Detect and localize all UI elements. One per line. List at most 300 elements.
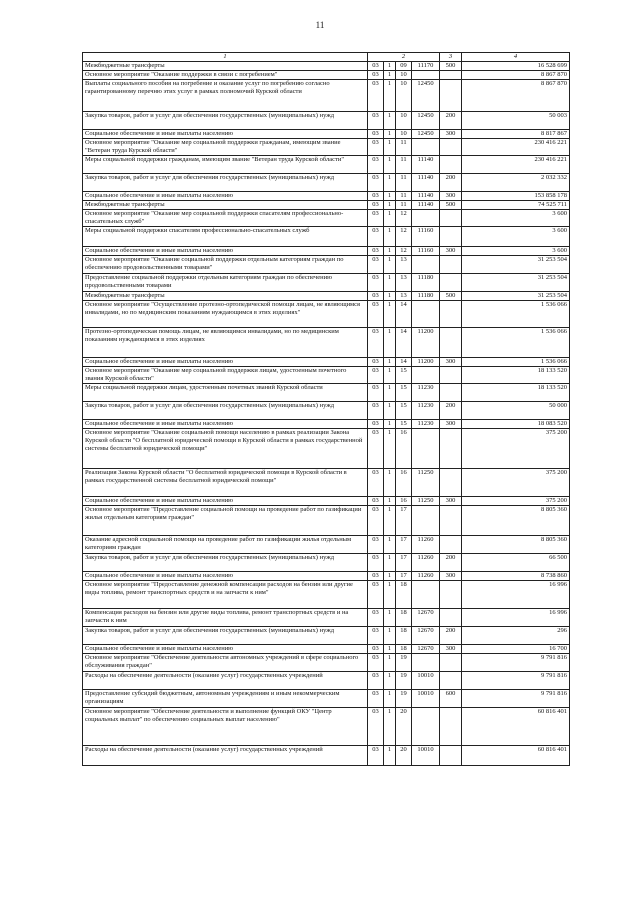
row-code-program-cell: 1 (384, 156, 396, 174)
row-sum-cell: 375 200 (462, 429, 570, 469)
row-code-section-cell: 03 (368, 384, 384, 402)
row-code-item-cell (412, 210, 440, 227)
row-code-section-cell: 03 (368, 429, 384, 469)
row-name-cell: Основное мероприятие "Обеспечение деятельности и выполнение функций ОКУ "Центр социальных выплат" по обеспечению социальных выплат населению" (83, 708, 368, 746)
table-row (83, 581, 570, 609)
row-code-item-cell (412, 139, 440, 156)
table-row (83, 112, 570, 130)
row-code-item-cell: 11160 (412, 227, 440, 247)
row-code-item-cell: 11230 (412, 384, 440, 402)
row-code-section-cell: 03 (368, 227, 384, 247)
row-sum-cell: 9 791 816 (462, 672, 570, 690)
row-code-program-cell: 1 (384, 609, 396, 627)
table-row (83, 690, 570, 708)
table-row (83, 274, 570, 292)
row-code-sub-cell: 11 (396, 156, 412, 174)
row-code-sub-cell: 17 (396, 536, 412, 554)
table-row (83, 247, 570, 256)
row-name-cell: Социальное обеспечение и иные выплаты населению (83, 645, 368, 654)
row-sum-cell: 60 816 401 (462, 708, 570, 746)
row-code-section-cell: 03 (368, 402, 384, 420)
row-code-sub-cell: 14 (396, 301, 412, 328)
row-code-program-cell: 1 (384, 469, 396, 497)
row-sum-cell: 16 528 699 (462, 62, 570, 71)
table-row (83, 174, 570, 192)
row-name-cell: Социальное обеспечение и иные выплаты населению (83, 572, 368, 581)
row-code-sub-cell: 11 (396, 201, 412, 210)
row-code-program-cell: 1 (384, 554, 396, 572)
row-code-program-cell: 1 (384, 292, 396, 301)
table-row (83, 62, 570, 71)
row-sum-cell: 8 738 860 (462, 572, 570, 581)
row-name-cell: Меры социальной поддержки лицам, удостоенным почетных званий Курской области (83, 384, 368, 402)
row-sum-cell: 50 000 (462, 402, 570, 420)
row-code-program-cell: 1 (384, 201, 396, 210)
row-sum-cell: 153 858 178 (462, 192, 570, 201)
row-code-program-cell: 1 (384, 627, 396, 645)
row-sum-cell: 18 133 520 (462, 384, 570, 402)
row-code-item-cell: 12670 (412, 609, 440, 627)
row-name-cell: Расходы на обеспечение деятельности (оказание услуг) государственных учреждений (83, 746, 368, 766)
row-expense-type-cell (440, 156, 462, 174)
row-expense-type-cell (440, 227, 462, 247)
row-name-cell: Межбюджетные трансферты (83, 292, 368, 301)
row-code-program-cell: 1 (384, 358, 396, 367)
row-expense-type-cell: 300 (440, 497, 462, 506)
row-name-cell: Социальное обеспечение и иные выплаты населению (83, 247, 368, 256)
row-code-program-cell: 1 (384, 301, 396, 328)
table-row (83, 746, 570, 766)
row-expense-type-cell (440, 71, 462, 80)
row-sum-cell: 1 536 066 (462, 301, 570, 328)
row-sum-cell: 8 867 870 (462, 71, 570, 80)
row-name-cell: Закупка товаров, работ и услуг для обеспечения государственных (муниципальных) нужд (83, 554, 368, 572)
row-code-sub-cell: 13 (396, 292, 412, 301)
row-code-item-cell (412, 506, 440, 536)
row-sum-cell: 16 996 (462, 581, 570, 609)
row-expense-type-cell: 300 (440, 645, 462, 654)
table-row (83, 210, 570, 227)
row-code-program-cell: 1 (384, 62, 396, 71)
row-code-program-cell: 1 (384, 645, 396, 654)
row-code-sub-cell: 17 (396, 554, 412, 572)
row-code-section-cell: 03 (368, 627, 384, 645)
row-expense-type-cell: 500 (440, 62, 462, 71)
row-code-section-cell: 03 (368, 274, 384, 292)
budget-table (82, 52, 570, 766)
table-row (83, 328, 570, 358)
row-code-item-cell: 11250 (412, 469, 440, 497)
row-code-item-cell: 11200 (412, 358, 440, 367)
row-sum-cell: 230 416 221 (462, 139, 570, 156)
table-row (83, 645, 570, 654)
row-code-item-cell (412, 367, 440, 384)
table-row (83, 572, 570, 581)
row-name-cell: Межбюджетные трансферты (83, 201, 368, 210)
row-code-section-cell: 03 (368, 292, 384, 301)
row-expense-type-cell: 300 (440, 192, 462, 201)
row-code-section-cell: 03 (368, 367, 384, 384)
table-row (83, 609, 570, 627)
row-expense-type-cell (440, 506, 462, 536)
table-row (83, 672, 570, 690)
row-expense-type-cell: 300 (440, 420, 462, 429)
header-col-3: 3 (440, 53, 462, 62)
table-row (83, 358, 570, 367)
row-code-program-cell: 1 (384, 654, 396, 672)
row-expense-type-cell (440, 746, 462, 766)
row-code-program-cell: 1 (384, 247, 396, 256)
row-expense-type-cell: 200 (440, 402, 462, 420)
row-code-sub-cell: 18 (396, 609, 412, 627)
row-name-cell: Межбюджетные трансферты (83, 62, 368, 71)
row-sum-cell: 18 083 520 (462, 420, 570, 429)
row-code-section-cell: 03 (368, 708, 384, 746)
table-row (83, 256, 570, 274)
table-row (83, 301, 570, 328)
row-sum-cell: 31 253 504 (462, 292, 570, 301)
row-code-sub-cell: 16 (396, 429, 412, 469)
row-code-section-cell: 03 (368, 130, 384, 139)
row-sum-cell: 74 525 711 (462, 201, 570, 210)
header-col-1: 1 (83, 53, 368, 62)
row-sum-cell: 8 817 867 (462, 130, 570, 139)
row-code-sub-cell: 17 (396, 572, 412, 581)
header-col-4: 4 (462, 53, 570, 62)
row-code-section-cell: 03 (368, 256, 384, 274)
table-row (83, 130, 570, 139)
row-code-item-cell (412, 708, 440, 746)
row-code-sub-cell: 10 (396, 130, 412, 139)
row-code-section-cell: 03 (368, 420, 384, 429)
row-code-program-cell: 1 (384, 71, 396, 80)
row-code-item-cell: 12450 (412, 130, 440, 139)
row-code-item-cell: 11180 (412, 274, 440, 292)
row-code-program-cell: 1 (384, 690, 396, 708)
table-row (83, 227, 570, 247)
row-sum-cell: 18 133 520 (462, 367, 570, 384)
row-code-item-cell: 11200 (412, 328, 440, 358)
row-expense-type-cell (440, 536, 462, 554)
row-expense-type-cell: 200 (440, 112, 462, 130)
row-code-item-cell: 12450 (412, 80, 440, 112)
row-expense-type-cell (440, 328, 462, 358)
row-code-section-cell: 03 (368, 80, 384, 112)
row-code-item-cell: 11250 (412, 497, 440, 506)
row-expense-type-cell: 300 (440, 358, 462, 367)
row-name-cell: Основное мероприятие "Оказание мер социальной поддержки лицам, удостоенным почетного звания Курской области" (83, 367, 368, 384)
row-code-program-cell: 1 (384, 328, 396, 358)
row-name-cell: Предоставление социальной поддержки отдельным категориям граждан по обеспечению продовольственными товарами (83, 274, 368, 292)
row-name-cell: Закупка товаров, работ и услуг для обеспечения государственных (муниципальных) нужд (83, 402, 368, 420)
row-code-sub-cell: 19 (396, 672, 412, 690)
row-code-program-cell: 1 (384, 746, 396, 766)
row-code-item-cell (412, 71, 440, 80)
row-expense-type-cell: 500 (440, 201, 462, 210)
row-code-program-cell: 1 (384, 80, 396, 112)
row-expense-type-cell (440, 429, 462, 469)
row-code-item-cell (412, 301, 440, 328)
row-code-item-cell: 11140 (412, 192, 440, 201)
row-code-sub-cell: 16 (396, 497, 412, 506)
row-code-section-cell: 03 (368, 201, 384, 210)
row-code-item-cell: 11180 (412, 292, 440, 301)
row-sum-cell: 31 253 504 (462, 256, 570, 274)
row-code-program-cell: 1 (384, 506, 396, 536)
row-code-section-cell: 03 (368, 536, 384, 554)
row-code-section-cell: 03 (368, 554, 384, 572)
row-code-sub-cell: 12 (396, 247, 412, 256)
row-sum-cell: 9 791 816 (462, 654, 570, 672)
row-code-program-cell: 1 (384, 572, 396, 581)
row-expense-type-cell: 300 (440, 130, 462, 139)
table-row (83, 402, 570, 420)
row-sum-cell: 16 700 (462, 645, 570, 654)
row-name-cell: Социальное обеспечение и иные выплаты населению (83, 420, 368, 429)
row-name-cell: Социальное обеспечение и иные выплаты населению (83, 358, 368, 367)
row-code-sub-cell: 09 (396, 62, 412, 71)
row-expense-type-cell (440, 384, 462, 402)
row-code-program-cell: 1 (384, 536, 396, 554)
row-code-item-cell: 11140 (412, 174, 440, 192)
row-code-sub-cell: 13 (396, 256, 412, 274)
table-row (83, 469, 570, 497)
row-code-sub-cell: 16 (396, 469, 412, 497)
table-row (83, 192, 570, 201)
row-expense-type-cell: 300 (440, 572, 462, 581)
row-code-section-cell: 03 (368, 328, 384, 358)
row-expense-type-cell (440, 256, 462, 274)
row-code-section-cell: 03 (368, 112, 384, 130)
row-expense-type-cell (440, 210, 462, 227)
row-expense-type-cell (440, 139, 462, 156)
row-code-item-cell: 10010 (412, 690, 440, 708)
row-code-section-cell: 03 (368, 497, 384, 506)
row-code-item-cell: 11140 (412, 156, 440, 174)
row-code-item-cell: 11160 (412, 247, 440, 256)
row-code-sub-cell: 10 (396, 71, 412, 80)
row-code-sub-cell: 19 (396, 654, 412, 672)
row-name-cell: Меры социальной поддержки гражданам, имеющим звание "Ветеран труда Курской области" (83, 156, 368, 174)
row-code-program-cell: 1 (384, 672, 396, 690)
table-row (83, 139, 570, 156)
row-name-cell: Основное мероприятие "Предоставление социальной помощи на проведение работ по газификации жилья отдельным категориям граждан" (83, 506, 368, 536)
row-name-cell: Социальное обеспечение и иные выплаты населению (83, 130, 368, 139)
row-name-cell: Основное мероприятие "Оказание социальной поддержки отдельным категориям граждан по обеспечению продовольственными товарами" (83, 256, 368, 274)
row-code-sub-cell: 12 (396, 210, 412, 227)
row-code-sub-cell: 18 (396, 627, 412, 645)
row-sum-cell: 8 805 360 (462, 536, 570, 554)
row-code-item-cell: 12670 (412, 645, 440, 654)
row-expense-type-cell (440, 609, 462, 627)
table-row (83, 156, 570, 174)
row-code-program-cell: 1 (384, 256, 396, 274)
table-row (83, 654, 570, 672)
header-col-2: 2 (368, 53, 440, 62)
row-code-sub-cell: 20 (396, 708, 412, 746)
row-code-program-cell: 1 (384, 581, 396, 609)
row-code-program-cell: 1 (384, 227, 396, 247)
row-sum-cell: 16 996 (462, 609, 570, 627)
row-code-section-cell: 03 (368, 672, 384, 690)
row-code-sub-cell: 14 (396, 358, 412, 367)
row-expense-type-cell (440, 654, 462, 672)
row-name-cell: Оказание адресной социальной помощи на проведение работ по газификации жилья отдельным категориям граждан (83, 536, 368, 554)
row-name-cell: Основное мероприятие "Обеспечение деятельности автономных учреждений в сфере социального обслуживания граждан" (83, 654, 368, 672)
row-code-sub-cell: 11 (396, 174, 412, 192)
table-row (83, 708, 570, 746)
row-code-item-cell (412, 256, 440, 274)
table-row (83, 536, 570, 554)
row-code-item-cell: 12670 (412, 627, 440, 645)
row-code-sub-cell: 12 (396, 227, 412, 247)
row-name-cell: Закупка товаров, работ и услуг для обеспечения государственных (муниципальных) нужд (83, 112, 368, 130)
row-code-sub-cell: 10 (396, 112, 412, 130)
row-code-item-cell: 11230 (412, 402, 440, 420)
row-expense-type-cell (440, 672, 462, 690)
row-sum-cell: 3 600 (462, 247, 570, 256)
row-code-item-cell (412, 654, 440, 672)
row-name-cell: Компенсация расходов на бензин или другие виды топлива, ремонт транспортных средств и на запчасти к ним (83, 609, 368, 627)
row-code-program-cell: 1 (384, 420, 396, 429)
row-name-cell: Протезно-ортопедическая помощь лицам, не являющимся инвалидами, но по медицинским показаниям нуждающимся в этих изделиях (83, 328, 368, 358)
row-code-item-cell: 11260 (412, 554, 440, 572)
row-expense-type-cell (440, 581, 462, 609)
table-row (83, 420, 570, 429)
row-name-cell: Социальное обеспечение и иные выплаты населению (83, 497, 368, 506)
row-code-sub-cell: 17 (396, 506, 412, 536)
row-code-sub-cell: 14 (396, 328, 412, 358)
row-code-item-cell: 10010 (412, 672, 440, 690)
table-row (83, 429, 570, 469)
row-code-section-cell: 03 (368, 581, 384, 609)
row-code-section-cell: 03 (368, 247, 384, 256)
row-code-section-cell: 03 (368, 210, 384, 227)
row-code-section-cell: 03 (368, 156, 384, 174)
row-code-item-cell (412, 429, 440, 469)
row-code-program-cell: 1 (384, 274, 396, 292)
row-code-program-cell: 1 (384, 367, 396, 384)
row-code-section-cell: 03 (368, 690, 384, 708)
row-code-section-cell: 03 (368, 71, 384, 80)
row-sum-cell: 2 032 332 (462, 174, 570, 192)
row-sum-cell: 1 536 066 (462, 358, 570, 367)
row-name-cell: Основное мероприятие "Оказание мер социальной поддержки гражданам, имеющим звание "Ветеран труда Курской области" (83, 139, 368, 156)
row-name-cell: Основное мероприятие "Предоставление денежной компенсации расходов на бензин или другие виды топлива, ремонт транспортных средств и на запчасти к ним" (83, 581, 368, 609)
row-name-cell: Меры социальной поддержки спасателям профессионально-спасательных служб (83, 227, 368, 247)
row-sum-cell: 296 (462, 627, 570, 645)
row-code-section-cell: 03 (368, 301, 384, 328)
row-expense-type-cell: 300 (440, 247, 462, 256)
row-code-section-cell: 03 (368, 62, 384, 71)
row-name-cell: Закупка товаров, работ и услуг для обеспечения государственных (муниципальных) нужд (83, 627, 368, 645)
row-code-section-cell: 03 (368, 506, 384, 536)
row-sum-cell: 230 416 221 (462, 156, 570, 174)
row-code-item-cell: 11140 (412, 201, 440, 210)
row-expense-type-cell (440, 80, 462, 112)
table-header-row (83, 53, 570, 62)
row-code-sub-cell: 11 (396, 192, 412, 201)
row-expense-type-cell (440, 708, 462, 746)
row-code-section-cell: 03 (368, 572, 384, 581)
row-code-item-cell: 11260 (412, 572, 440, 581)
row-expense-type-cell: 500 (440, 292, 462, 301)
table-row (83, 201, 570, 210)
row-code-section-cell: 03 (368, 746, 384, 766)
row-code-item-cell: 11170 (412, 62, 440, 71)
row-code-program-cell: 1 (384, 429, 396, 469)
row-code-sub-cell: 18 (396, 581, 412, 609)
row-name-cell: Закупка товаров, работ и услуг для обеспечения государственных (муниципальных) нужд (83, 174, 368, 192)
table-row (83, 554, 570, 572)
row-code-sub-cell: 13 (396, 274, 412, 292)
page-number: 11 (315, 20, 325, 30)
row-code-sub-cell: 15 (396, 402, 412, 420)
row-sum-cell: 66 500 (462, 554, 570, 572)
row-name-cell: Выплаты социального пособия на погребение и оказание услуг по погребению согласно гарантированному перечню этих услуг в рамках полномочий Курской области (83, 80, 368, 112)
row-expense-type-cell: 200 (440, 554, 462, 572)
row-name-cell: Предоставление субсидий бюджетным, автономным учреждениям и иным некоммерческим организациям (83, 690, 368, 708)
row-name-cell: Основное мероприятие "Осуществление протезно-ортопедической помощи лицам, не являющимся инвалидами, но по медицинским показаниям нуждающимся в этих изделиях" (83, 301, 368, 328)
row-code-program-cell: 1 (384, 497, 396, 506)
row-expense-type-cell (440, 274, 462, 292)
table-row (83, 367, 570, 384)
row-sum-cell: 31 253 504 (462, 274, 570, 292)
row-code-program-cell: 1 (384, 708, 396, 746)
row-code-section-cell: 03 (368, 609, 384, 627)
row-name-cell: Социальное обеспечение и иные выплаты населению (83, 192, 368, 201)
row-code-sub-cell: 20 (396, 746, 412, 766)
row-code-item-cell (412, 581, 440, 609)
row-code-program-cell: 1 (384, 402, 396, 420)
row-sum-cell: 8 867 870 (462, 80, 570, 112)
row-code-program-cell: 1 (384, 192, 396, 201)
row-name-cell: Расходы на обеспечение деятельности (оказание услуг) государственных учреждений (83, 672, 368, 690)
row-sum-cell: 50 003 (462, 112, 570, 130)
row-sum-cell: 375 200 (462, 497, 570, 506)
row-code-sub-cell: 10 (396, 80, 412, 112)
table-row (83, 292, 570, 301)
row-sum-cell: 3 600 (462, 227, 570, 247)
row-code-sub-cell: 11 (396, 139, 412, 156)
table-row (83, 71, 570, 80)
row-code-program-cell: 1 (384, 139, 396, 156)
row-code-item-cell: 12450 (412, 112, 440, 130)
row-code-section-cell: 03 (368, 174, 384, 192)
row-code-item-cell: 10010 (412, 746, 440, 766)
row-name-cell: Основное мероприятие "Оказание мер социальной поддержки спасателям профессионально-спасательных служб" (83, 210, 368, 227)
row-code-sub-cell: 18 (396, 645, 412, 654)
row-expense-type-cell: 200 (440, 174, 462, 192)
row-sum-cell: 3 600 (462, 210, 570, 227)
table-row (83, 497, 570, 506)
row-expense-type-cell (440, 367, 462, 384)
row-code-section-cell: 03 (368, 192, 384, 201)
row-code-program-cell: 1 (384, 112, 396, 130)
table-row (83, 627, 570, 645)
row-code-sub-cell: 15 (396, 367, 412, 384)
row-name-cell: Реализация Закона Курской области "О бесплатной юридической помощи в Курской области в рамках государственной системы бесплатной юридической помощи" (83, 469, 368, 497)
row-code-program-cell: 1 (384, 384, 396, 402)
row-code-section-cell: 03 (368, 358, 384, 367)
row-expense-type-cell (440, 301, 462, 328)
row-code-program-cell: 1 (384, 210, 396, 227)
row-code-section-cell: 03 (368, 139, 384, 156)
table-body (83, 53, 570, 766)
row-code-section-cell: 03 (368, 645, 384, 654)
row-name-cell: Основное мероприятие "Оказание социальной помощи населению в рамках реализации Закона Курской области "О бесплатной юридической помощи в Курской области в рамках государственной системы бесплатной юридической помощи" (83, 429, 368, 469)
row-expense-type-cell: 200 (440, 627, 462, 645)
